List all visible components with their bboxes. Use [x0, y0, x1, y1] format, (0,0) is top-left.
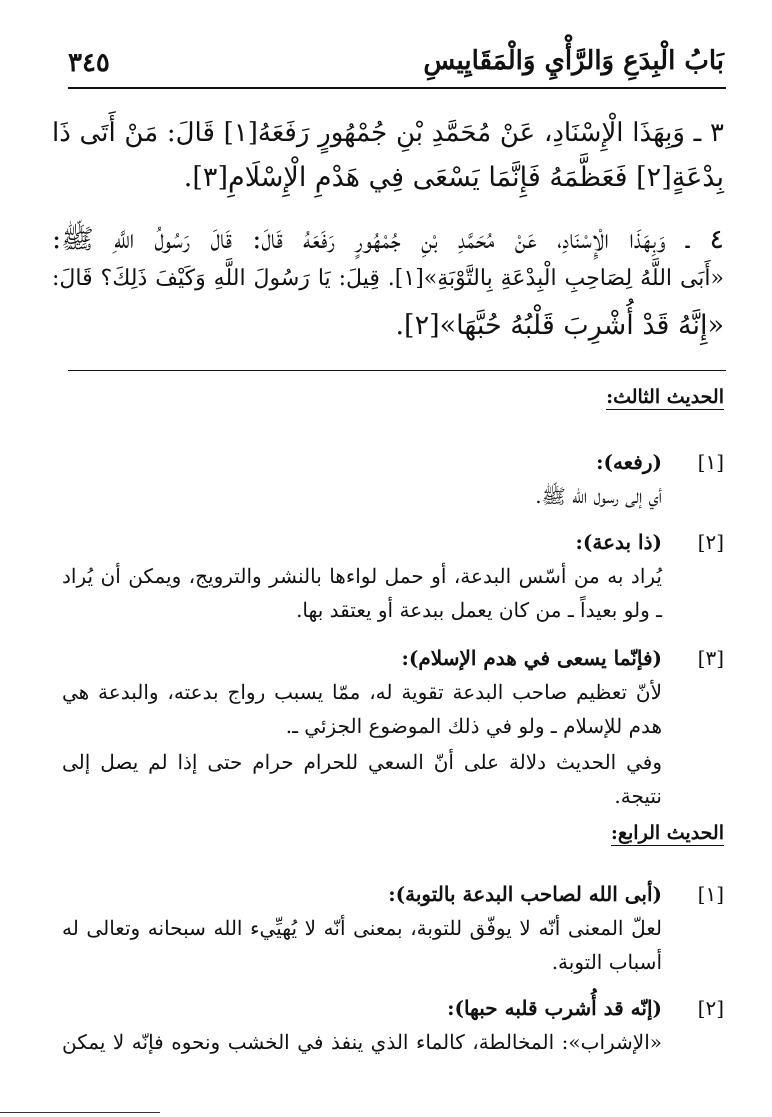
note-text: هدم للإسلام ـ ولو في ذلك الموضوع الجزئي ـ. — [285, 714, 662, 738]
note-heading: (فإنّما يسعى في هدم الإسلام): — [401, 646, 662, 670]
note-number: [١] — [697, 882, 724, 906]
header-divider — [68, 87, 726, 89]
hadith-4-line-1: ٤ ـ وَبِهَذَا الْإِسْنَادِ، عَنْ مُحَمَّدِ بْنِ جُمْهُورٍ رَفَعَهُ قَالَ: قَالَ رَسُولُ اللَّهِ ﷺ: — [52, 224, 724, 255]
hadith-3-line-2: بِدْعَةٍ[٢] فَعَظَّمَهُ فَإِنَّمَا يَسْعَى فِي هَدْمِ الْإِسْلَامِ[٣]. — [183, 162, 724, 193]
hadith-3-line-1: ٣ ـ وَبِهَذَا الْإِسْنَادِ، عَنْ مُحَمَّدِ بْنِ جُمْهُورٍ رَفَعَهُ[١] قَالَ: مَنْ أَتَى ذَا — [52, 118, 724, 148]
note-text: أسباب التوبة. — [551, 950, 662, 974]
hadith-4-line-2: «أَبَى اللَّهُ لِصَاحِبِ الْبِدْعَةِ بِالتَّوْبَةِ»[١]. قِيلَ: يَا رَسُولَ اللَّهِ وَكَيْفَ ذَلِكَ؟ قَالَ: — [52, 266, 724, 291]
page-number: ٣٤٥ — [68, 48, 110, 78]
note-text: نتيجة. — [614, 784, 662, 808]
note-text: يُراد به من أسّس البدعة، أو حمل لواءها بالنشر والترويج، ويمكن أن يُراد — [62, 564, 662, 588]
note-text: «الإشراب»: المخالطة، كالماء الذي ينفذ في الخشب ونحوه فإنّه لا يمكن — [62, 1030, 662, 1054]
footnote-divider — [68, 370, 726, 371]
bottom-divider — [0, 1112, 160, 1113]
note-number: [٢] — [697, 996, 724, 1020]
third-hadith-heading: الحديث الثالث: — [606, 386, 724, 408]
note-heading: (ذا بدعة): — [575, 530, 662, 554]
note-heading: (أبى الله لصاحب البدعة بالتوبة): — [388, 882, 662, 906]
note-text: ـ ولو بعيداً ـ من كان يعمل ببدعة أو يعتقد بها. — [296, 598, 662, 622]
note-number: [١] — [697, 450, 724, 474]
fourth-hadith-heading: الحديث الرابع: — [610, 822, 724, 844]
chapter-title: بَابُ الْبِدَعِ وَالرَّأْيِ وَالْمَقَايِيسِ — [423, 46, 724, 76]
note-number: [٢] — [697, 530, 724, 554]
note-heading: (رفعه): — [596, 450, 662, 474]
hadith-4-line-3: «إِنَّهُ قَدْ أُشْرِبَ قَلْبُهُ حُبَّهَا»[٢]. — [395, 310, 724, 341]
note-text: لأنّ تعظيم صاحب البدعة تقوية له، ممّا يسبب رواج بدعته، والبدعة هي — [62, 680, 662, 704]
note-text: لعلّ المعنى أنّه لا يوفّق للتوبة، بمعنى أنّه لا يُهيِّيء الله سبحانه وتعالى له — [62, 916, 662, 940]
note-text: أي إلى رسول الله ﷺ. — [535, 484, 662, 508]
note-heading: (إنّه قد أُشرب قلبه حبها): — [447, 996, 662, 1020]
note-text: وفي الحديث دلالة على أنّ السعي للحرام حرام حتى إذا لم يصل إلى — [62, 750, 662, 774]
note-number: [٣] — [697, 646, 724, 670]
